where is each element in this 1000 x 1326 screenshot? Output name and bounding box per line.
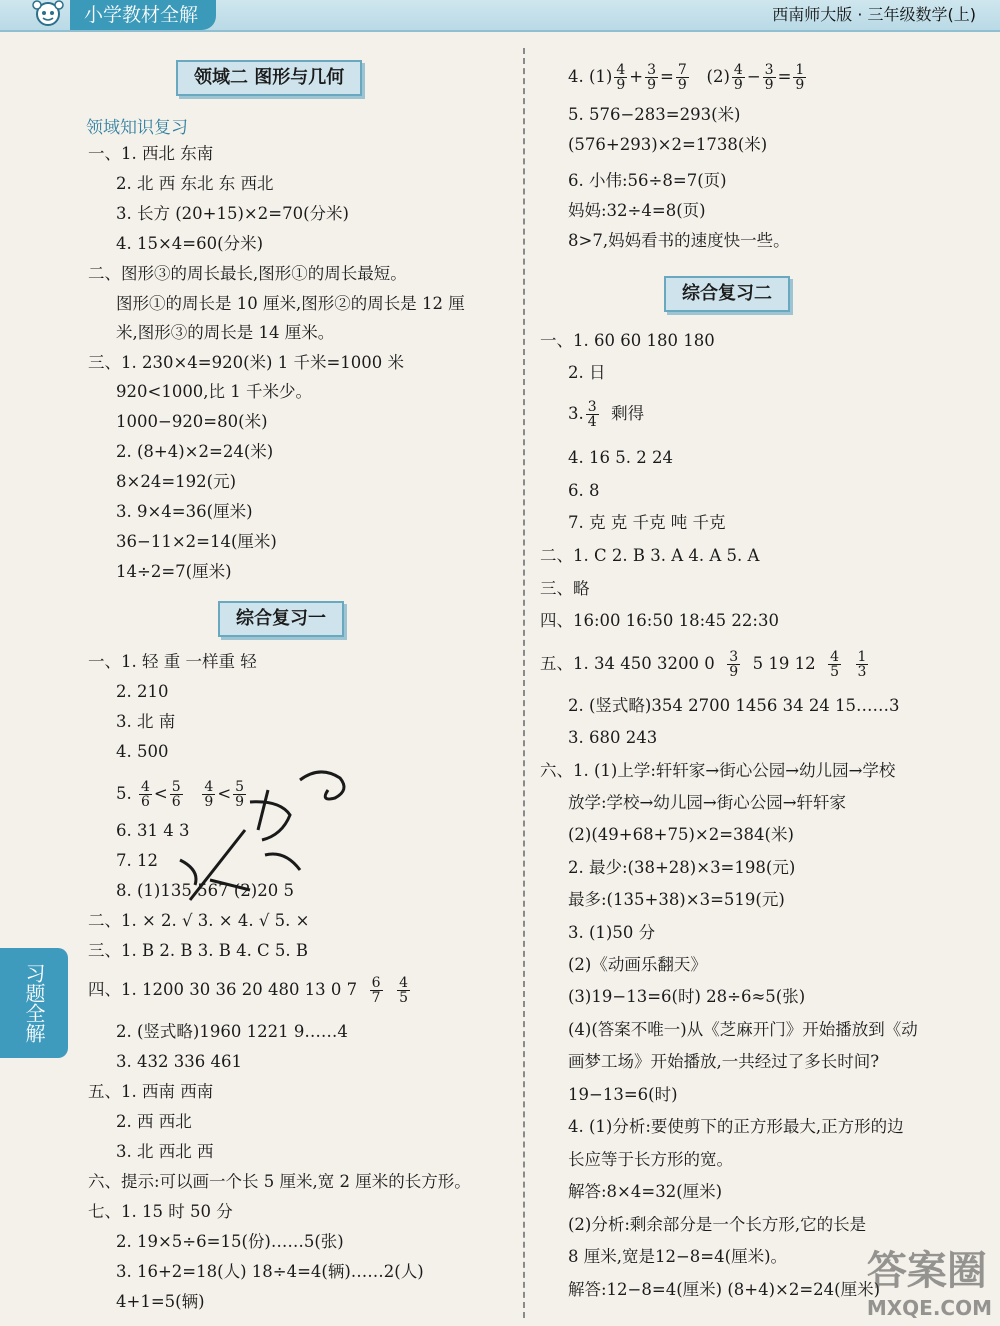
answer-line: 三、略 (540, 579, 590, 598)
answer-line: 2. 19×5÷6=15(份)……5(张) (116, 1232, 344, 1251)
fraction: $\frac{3}{4}$ (587, 399, 597, 430)
section-heading-geometry: 领域二 图形与几何 (176, 60, 362, 96)
answer-line: 4. 500 (116, 742, 169, 761)
answer-line: 五、1. 西南 西南 (88, 1082, 214, 1101)
fraction-compare-line: 5. $\frac{4}{6}$ < $\frac{5}{6}$ $\frac{4}{9}$ < $\frac{5}{9}$ (116, 779, 245, 810)
answer-line: 7. 克 克 千克 吨 千克 (568, 513, 726, 532)
fraction: $\frac{4}{9}$ (616, 62, 626, 93)
answer-line: 3. 长方 (20+15)×2=70(分米) (116, 204, 349, 223)
answer-line: 3. 北 南 (116, 712, 176, 731)
answer-line: (4)(答案不唯一)从《芝麻开门》开始播放到《动 (568, 1020, 918, 1039)
answer-line: 3. (1)50 分 (568, 923, 656, 942)
answer-line: 3. 680 243 (568, 728, 658, 747)
answer-line: 2. 西 西北 (116, 1112, 192, 1131)
answer-line: 6. 31 4 3 (116, 821, 190, 840)
fraction: $\frac{5}{6}$ (171, 779, 181, 810)
answer-line: 一、1. 60 60 180 180 (540, 331, 715, 350)
section-subheading: 领域知识复习 (86, 118, 188, 138)
answer-line: 妈妈:32÷4=8(页) (568, 201, 706, 220)
answer-line: 920<1000,比 1 千米少。 (116, 382, 313, 401)
answer-line: 七、1. 15 时 50 分 (88, 1202, 233, 1221)
fraction: $\frac{4}{9}$ (204, 779, 214, 810)
answer-line: 4. 15×4=60(分米) (116, 234, 264, 253)
answer-line: 4. 16 5. 2 24 (568, 448, 673, 467)
answer-line: (576+293)×2=1738(米) (568, 135, 768, 154)
watermark-main: 答案圈 (866, 1248, 987, 1294)
answer-line: 8. (1)135 567 (2)20 5 (116, 881, 294, 900)
answer-line: (3)19−13=6(时) 28÷6≈5(张) (568, 987, 806, 1006)
answer-line: 六、提示:可以画一个长 5 厘米,宽 2 厘米的长方形。 (88, 1172, 471, 1191)
answer-line: 二、1. × 2. √ 3. × 4. √ 5. × (88, 911, 310, 930)
fraction: $\frac{5}{9}$ (235, 779, 245, 810)
answer-line: 画梦工场》开始播放,一共经过了多长时间? (568, 1052, 880, 1071)
answer-line-with-fractions: 五、1. 34 450 3200 0 $\frac{3}{9}$ 5 19 12 $\frac{4}{5}$ $\frac{1}{3}$ (540, 649, 867, 680)
fraction: $\frac{4}{5}$ (830, 649, 840, 680)
section-heading-review-2: 综合复习二 (664, 276, 790, 312)
answer-line: 图形①的周长是 10 厘米,图形②的周长是 12 厘 (116, 294, 465, 313)
fraction: $\frac{7}{9}$ (677, 62, 687, 93)
mascot-icon (28, 0, 68, 34)
answer-line: 36−11×2=14(厘米) (116, 532, 277, 551)
answer-line: 3. 9×4=36(厘米) (116, 502, 253, 521)
answer-line: 二、1. C 2. B 3. A 4. A 5. A (540, 546, 760, 565)
handwriting-scribble (150, 760, 360, 910)
answer-line: 2. 日 (568, 363, 606, 382)
answer-line: 二、图形③的周长最长,图形①的周长最短。 (88, 264, 407, 283)
answer-line: 6. 小伟:56÷8=7(页) (568, 171, 727, 190)
answer-line: 六、1. (1)上学:轩轩家→街心公园→幼儿园→学校 (540, 761, 896, 780)
brand-title: 小学教材全解 (70, 0, 216, 30)
fraction-equation-line: 4. (1) $\frac{4}{9}$ + $\frac{3}{9}$ = $\frac{7}{9}$ (2) $\frac{4}{9}$ − $\frac{3}{9}$ = $\frac{1}{9}$ (568, 62, 805, 93)
answer-line: 1000−920=80(米) (116, 412, 268, 431)
answer-line: 放学:学校→幼儿园→街心公园→轩轩家 (568, 793, 847, 812)
answer-line: 米,图形③的周长是 14 厘米。 (116, 323, 335, 342)
answer-line: 一、1. 西北 东南 (88, 144, 214, 163)
answer-line: 8>7,妈妈看书的速度快一些。 (568, 231, 790, 250)
fraction: $\frac{4}{9}$ (733, 62, 743, 93)
answer-line: 4. (1)分析:要使剪下的正方形最大,正方形的边 (568, 1117, 904, 1136)
header-bar (0, 0, 1000, 32)
answer-line: (2)分析:剩余部分是一个长方形,它的长是 (568, 1215, 867, 1234)
answer-line: 19−13=6(时) (568, 1085, 678, 1104)
answer-line: 14÷2=7(厘米) (116, 562, 232, 581)
answer-line: 4+1=5(辆) (116, 1292, 205, 1311)
fraction: $\frac{3}{9}$ (764, 62, 774, 93)
fraction-answer-line: 3. $\frac{3}{4}$ 剩得 (568, 399, 645, 430)
answer-line: 三、1. B 2. B 3. B 4. C 5. B (88, 941, 309, 960)
answer-line: 6. 8 (568, 481, 600, 500)
answer-line: 2. 最少:(38+28)×3=198(元) (568, 858, 796, 877)
section-heading-review-1: 综合复习一 (218, 601, 344, 637)
watermark (867, 1239, 992, 1320)
answer-line: 8 厘米,宽是12−8=4(厘米)。 (568, 1247, 788, 1266)
answer-line: 3. 16+2=18(人) 18÷4=4(辆)……2(人) (116, 1262, 424, 1281)
watermark-url: MXQE.COM (866, 1296, 992, 1320)
fraction: $\frac{1}{9}$ (795, 62, 805, 93)
side-tab: 习题全解 (0, 948, 68, 1058)
fraction: $\frac{1}{3}$ (857, 649, 867, 680)
fraction: $\frac{6}{7}$ (371, 975, 381, 1006)
answer-line: 3. 432 336 461 (116, 1052, 242, 1071)
answer-line: 2. (8+4)×2=24(米) (116, 442, 274, 461)
answer-line: 3. 北 西北 西 (116, 1142, 214, 1161)
answer-line: 三、1. 230×4=920(米) 1 千米=1000 米 (88, 353, 405, 372)
answer-line: (2)(49+68+75)×2=384(米) (568, 825, 794, 844)
edition-label: 西南师大版 · 三年级数学(上) (772, 5, 976, 24)
answer-line: 长应等于长方形的宽。 (568, 1150, 733, 1169)
answer-line-with-fractions: 四、1. 1200 30 36 20 480 13 0 7 $\frac{6}{7}$ $\frac{4}{5}$ (88, 975, 409, 1006)
answer-line: 最多:(135+38)×3=519(元) (568, 890, 785, 909)
fraction: $\frac{3}{9}$ (729, 649, 739, 680)
fraction: $\frac{3}{9}$ (647, 62, 657, 93)
answer-line: 2. 210 (116, 682, 169, 701)
column-divider (523, 48, 525, 1318)
answer-line: 5. 576−283=293(米) (568, 105, 741, 124)
answer-line: 四、16:00 16:50 18:45 22:30 (540, 611, 779, 630)
answer-line: 7. 12 (116, 851, 158, 870)
answer-line: 解答:12−8=4(厘米) (8+4)×2=24(厘米) (568, 1280, 881, 1299)
answer-line: 2. 北 西 东北 东 西北 (116, 174, 274, 193)
fraction: $\frac{4}{5}$ (399, 975, 409, 1006)
answer-line: 2. (竖式略)1960 1221 9……4 (116, 1022, 348, 1041)
answer-line: 8×24=192(元) (116, 472, 237, 491)
answer-line: 解答:8×4=32(厘米) (568, 1182, 723, 1201)
answer-line: 一、1. 轻 重 一样重 轻 (88, 652, 257, 671)
answer-line: 2. (竖式略)354 2700 1456 34 24 15……3 (568, 696, 900, 715)
answer-line: (2)《动画乐翻天》 (568, 955, 707, 974)
fraction: $\frac{4}{6}$ (141, 779, 150, 810)
